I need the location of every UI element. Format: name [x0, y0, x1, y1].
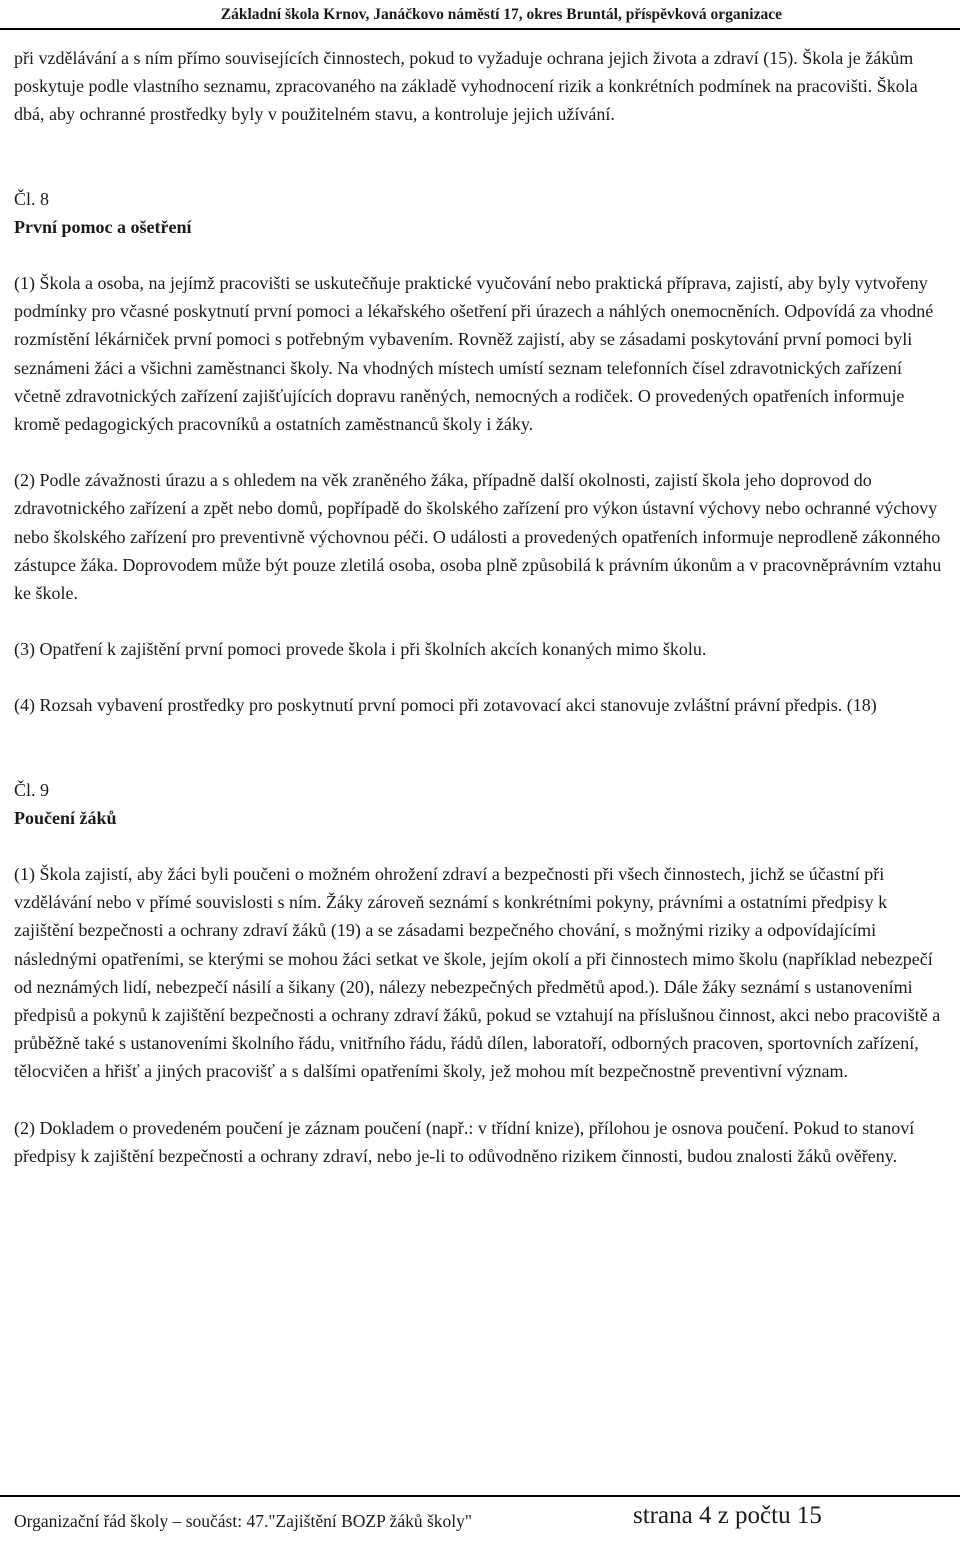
page-header [0, 0, 960, 30]
footer-document-title: Organizační řád školy – součást: 47."Zajištění BOZP žáků školy" [14, 1511, 473, 1531]
article-9-paragraph-2: (2) Dokladem o provedeném poučení je záznam poučení (např.: v třídní knize), přílohou je osnova poučení. Pokud to stanoví předpisy k zajištění bezpečnosti a ochrany zdraví, nebo je-li to odůvodněno rizikem činnosti, budou znalosti žáků ověřeny. [14, 1117, 915, 1166]
article-8-paragraph-2: (2) Podle závažnosti úrazu a s ohledem na věk zraněného žáka, případně další okolnosti, zajistí škola jeho doprovod do zdravotnického zařízení a zpět nebo domů, popřípadě do školského zařízení pro výkon ústavní výchovy nebo ochranné výchovy nebo školského zařízení pro preventivně výchovnou péči. O události a provedených opatřeních informuje neprodleně zákonného zástupce žáka. Doprovodem může být pouze zletilá osoba, osoba plně způsobilá k právním úkonům a v pracovněprávním vztahu ke škole. [14, 470, 942, 604]
article-8-number: Čl. 8 [14, 188, 50, 209]
header-text: Základní škola Krnov, Janáčkovo náměstí 17, okres Bruntál, příspěvková organizace [220, 6, 782, 23]
article-9-title: Poučení žáků [14, 807, 117, 828]
document-body [14, 44, 944, 1170]
header-divider [0, 28, 960, 30]
article-8-paragraph-3: (3) Opatření k zajištění první pomoci provede škola i při školních akcích konaných mimo školu. [14, 639, 707, 660]
article-8-paragraph-1: (1) Škola a osoba, na jejímž pracovišti se uskutečňuje praktické vyučování nebo praktická příprava, zajistí, aby byly vytvořeny podmínky pro včasné poskytnutí první pomoci a lékařského ošetření při úrazech a náhlých onemocněních. Odpovídá za vhodné rozmístění lékárniček první pomoci s potřebným vybavením. Rovněž zajistí, aby se zásadami poskytování první pomoci byli seznámeni žáci a všichni zaměstnanci školy. Na vhodných místech umístí seznam telefonních čísel zdravotnických zařízení včetně zdravotnických zařízení zajišťujících dopravu raněných, nemocných a rodiček. O provedených opatřeních informuje kromě pedagogických pracovníků a ostatních zaměstnanců školy i žáky. [14, 273, 934, 435]
footer-page-number: strana 4 z počtu 15 [633, 1502, 822, 1529]
article-8-paragraph-4: (4) Rozsah vybavení prostředky pro poskytnutí první pomoci při zotavovací akci stanovuje zvláštní právní předpis. (18) [14, 695, 877, 716]
article-9-number: Čl. 9 [14, 779, 50, 800]
article-8-title: První pomoc a ošetření [14, 216, 192, 237]
footer-divider [0, 1495, 960, 1497]
intro-paragraph: při vzdělávání a s ním přímo souvisejících činnostech, pokud to vyžaduje ochrana jejich života a zdraví (15). Škola je žákům poskytuje podle vlastního seznamu, zpracovaného na základě vyhodnocení rizik a konkrétních podmínek na pracovišti. Škola dbá, aby ochranné prostředky byly v použitelném stavu, a kontroluje jejich užívání. [14, 48, 918, 125]
article-9-paragraph-1: (1) Škola zajistí, aby žáci byli poučeni o možném ohrožení zdraví a bezpečnosti při všech činnostech, jichž se účastní při vzdělávání nebo v přímé souvislosti s ním. Žáky zároveň seznámí s konkrétními pokyny, právními a ostatními předpisy k zajištění bezpečnosti a ochrany zdraví žáků (19) a se zásadami bezpečného chování, s možnými riziky a odpovídajícími následnými opatřeními, se kterými se mohou žáci setkat ve škole, jejím okolí a při činnostech mimo školu (například nebezpečí od neznámých lidí, nebezpečí násilí a šikany (20), nálezy nebezpečných předmětů apod.). Dále žáky seznámí s ustanoveními předpisů a pokynů k zajištění bezpečnosti a ochrany zdraví žáků, pokud se vztahují na příslušnou činnost, akci nebo pracoviště a průběžně také s ustanoveními školního řádu, vnitřního řádu, řádů dílen, laboratoří, odborných pracoven, sportovních zařízení, tělocvičen a hřišť a jiných pracovišť a s dalšími opatřeními školy, jež mohou mít bezpečnostně preventivní význam. [14, 864, 941, 1082]
